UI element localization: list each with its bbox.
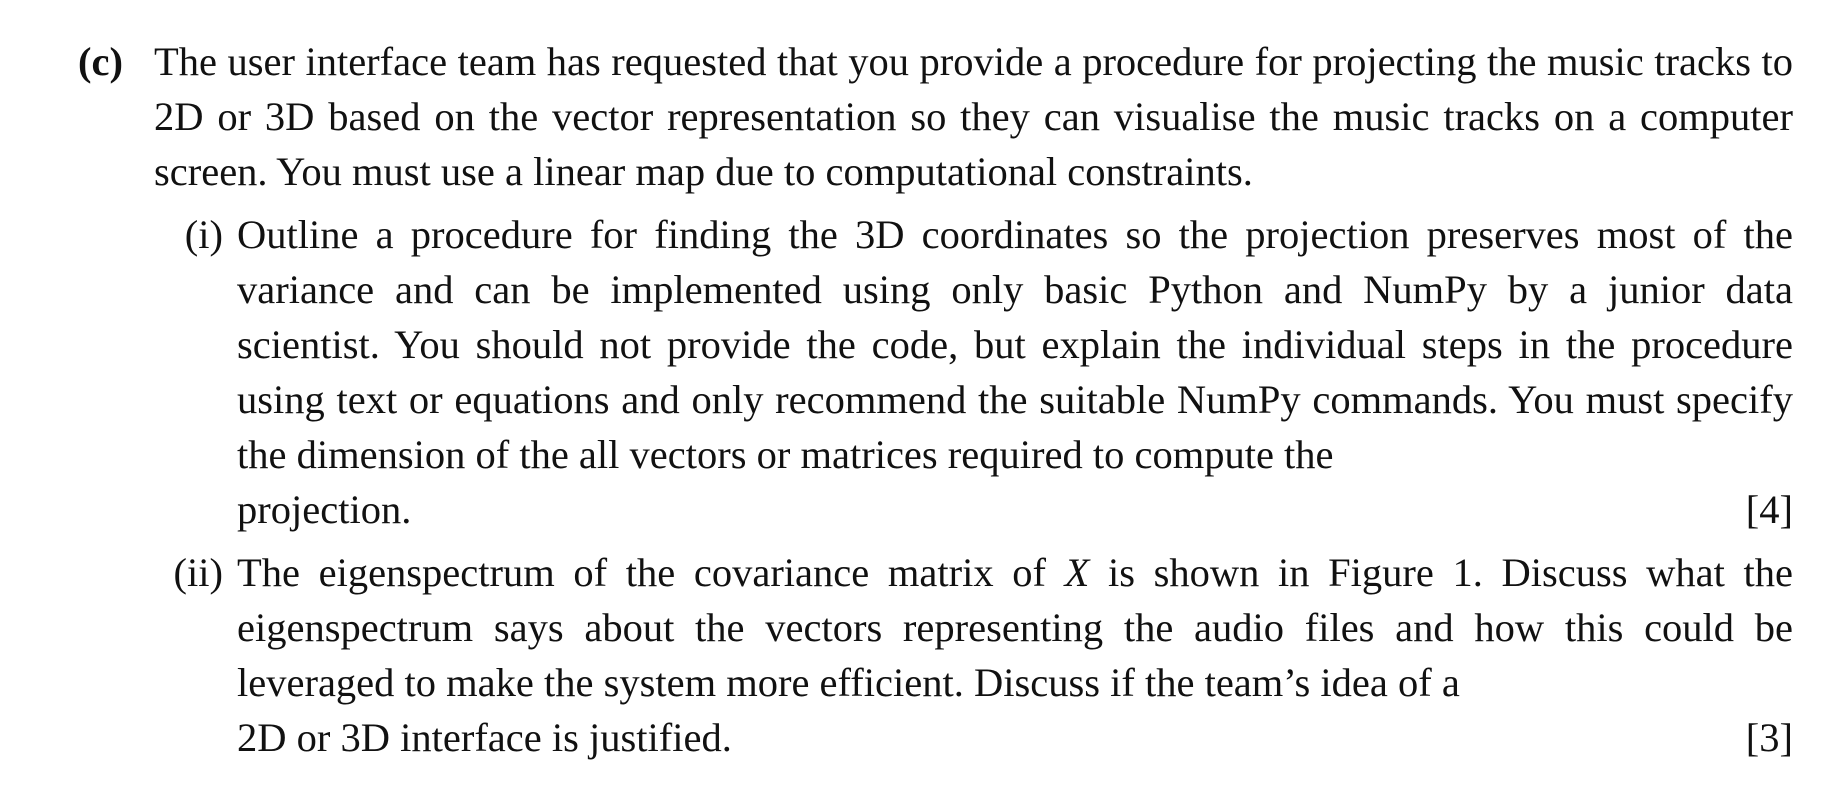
subpart-ii-marks: [3] — [1745, 715, 1793, 760]
subpart-i-marks: [4] — [1745, 487, 1793, 532]
subpart-ii-text-after: is shown in Figure 1. Discuss what the eigenspectrum says about the vectors representing the audio files and how this could be leveraged to make the system more efficient. Discuss if the team’s idea of a — [237, 550, 1793, 705]
subpart-ii-last-line — [237, 710, 1793, 765]
subpart-ii-body — [237, 545, 1793, 765]
matrix-x-variable: X — [1064, 550, 1090, 595]
subpart-ii-last-text: 2D or 3D interface is justified. — [237, 715, 732, 760]
subpart-i-text: Outline a procedure for finding the 3D coordinates so the projection preserves most of the variance and can be implemented using only basic Python and NumPy by a junior data scientist. You should not provide the code, but explain the individual steps in the procedure using text or equations and only recommend the suitable NumPy commands. You must specify the dimension of the all vectors or matrices required to compute the — [237, 212, 1793, 477]
subpart-ii — [78, 545, 1793, 765]
part-c-row — [78, 34, 1793, 199]
subpart-ii-text-before: The eigenspectrum of the covariance matrix of — [237, 550, 1065, 595]
subpart-ii-label: (ii) — [173, 550, 223, 595]
subpart-i-label: (i) — [184, 212, 223, 257]
part-c-label: (c) — [78, 39, 123, 84]
question-c — [78, 34, 1793, 765]
subpart-i-last-text: projection. — [237, 487, 412, 532]
subpart-i-body — [237, 207, 1793, 537]
subpart-i — [78, 207, 1793, 537]
subpart-i-last-line — [237, 482, 1793, 537]
part-c-intro: The user interface team has requested that you provide a procedure for projecting the music tracks to 2D or 3D based on the vector representation so they can visualise the music tracks on a computer screen. You must use a linear map due to computational constraints. — [154, 39, 1793, 194]
